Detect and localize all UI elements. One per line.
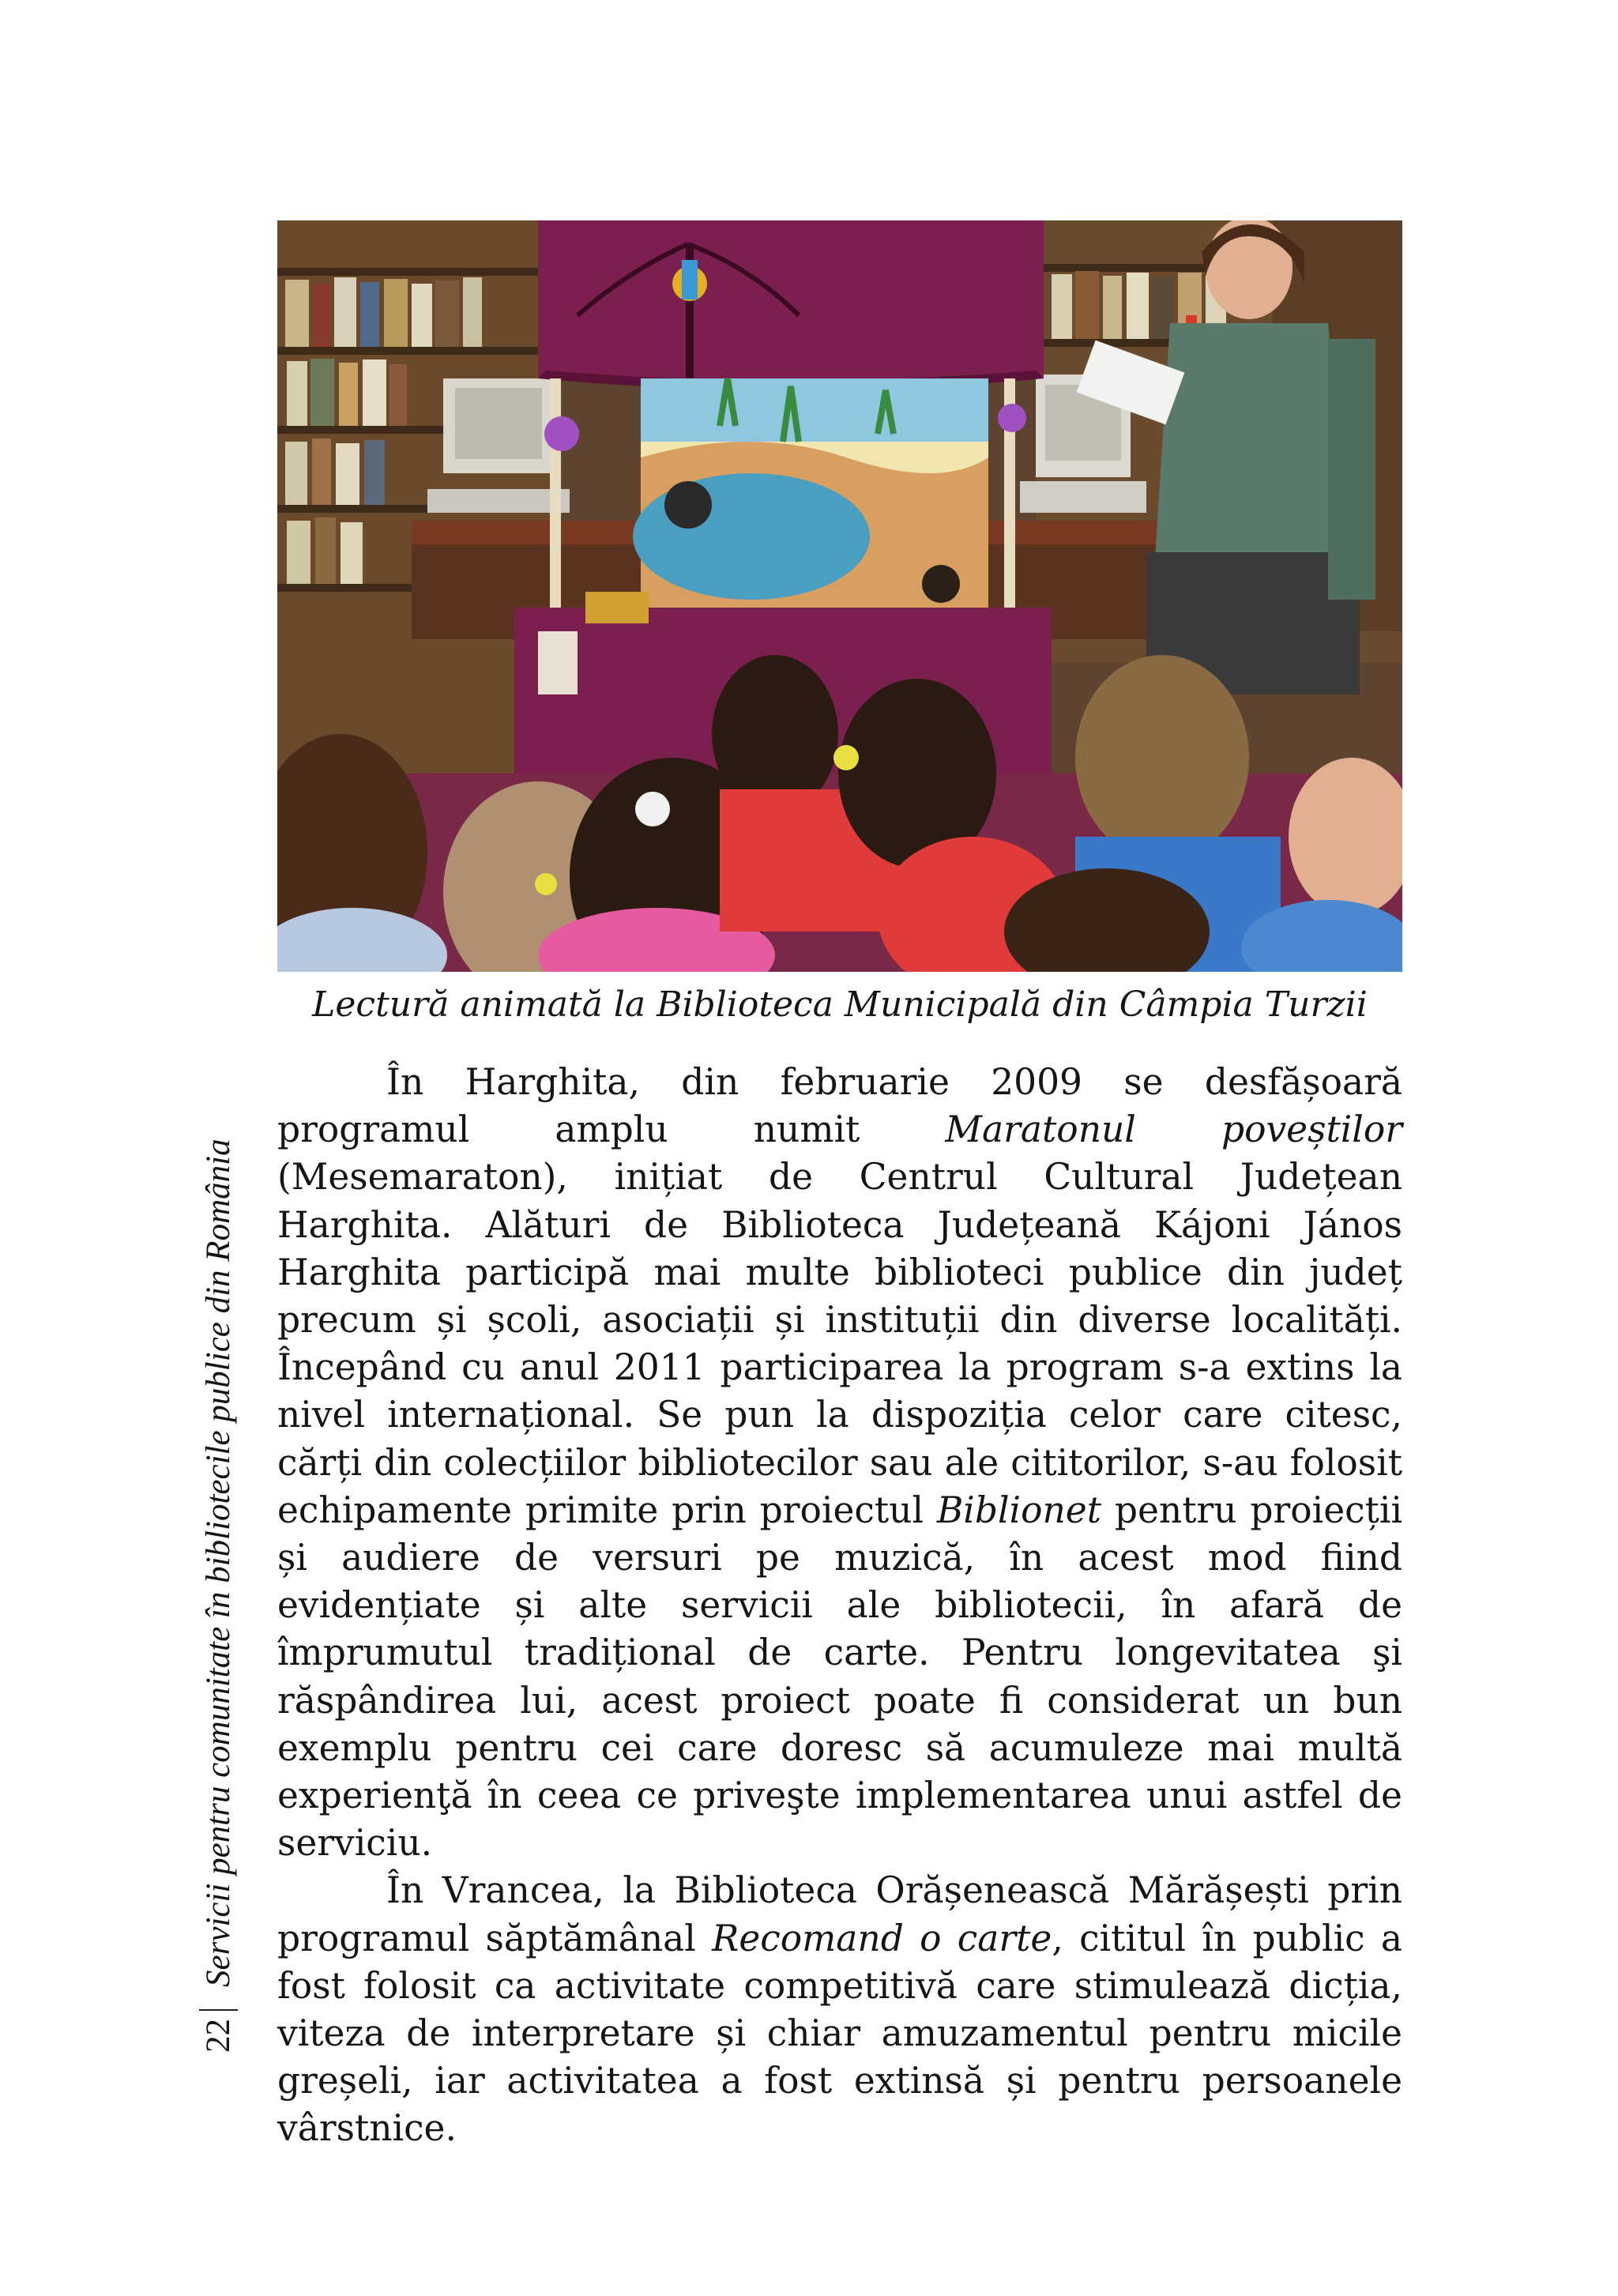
running-title: Servicii pentru comunitate în bibliotecile publice din România	[200, 1139, 237, 1987]
body-text	[277, 1059, 1402, 2153]
paragraph-vrancea	[277, 1867, 1402, 2152]
program-title-maratonul: Maratonul poveștilor	[945, 1108, 1402, 1151]
photo-puppet-theater-reading	[277, 220, 1402, 972]
paragraph-harghita	[277, 1059, 1402, 1867]
program-title-recomand: Recomand o carte	[712, 1917, 1052, 1959]
paragraph-vrancea-part-1: În Vrancea, la Biblioteca Orășenească Mărășești prin programul săptămânal	[277, 1869, 1402, 1959]
page-number: 22	[199, 2009, 238, 2062]
project-title-biblionet: Biblionet	[936, 1489, 1102, 1531]
paragraph-harghita-part-2: (Mesemaraton), inițiat de Centrul Cultural Județean Harghita. Alături de Biblioteca Județeană Kájoni János Harghita participă mai multe biblioteci publice din județ precum și școli, asociații și instituții din diverse localități. Începând cu anul 2011 participarea la program s-a extins la nivel internațional. Se pun la dispoziția celor care citesc, cărți din colecțiilor bibliotecilor sau ale cititorilor, s-au folosit echipamente primite prin proiectul	[277, 1156, 1402, 1531]
running-head	[199, 1139, 238, 2062]
paragraph-harghita-part-1: În Harghita, din februarie 2009 se desfășoară programul amplu numit	[277, 1061, 1402, 1151]
photo-illustration	[277, 220, 1402, 972]
paragraph-vrancea-part-2: , cititul în public a fost folosit ca activitate competitivă care stimulează dicția, viteza de interpretare și chiar amuzamentul pentru micile greșeli, iar activitatea a fost extinsă și pentru persoanele vârstnice.	[277, 1917, 1403, 2150]
photo-caption: Lectură animată la Biblioteca Municipală din Câmpia Turzii	[312, 984, 1368, 1025]
paragraph-harghita-part-3: pentru proiecții și audiere de versuri pe muzică, în acest mod fiind evidențiate și alte servicii ale bibliotecii, în afară de împrumutul tradițional de carte. Pentru longevitatea şi răspândirea lui, acest proiect poate fi considerat un bun exemplu pentru cei care doresc să acumuleze mai multă experienţă în ceea ce priveşte implementarea unui astfel de serviciu.	[277, 1489, 1402, 1865]
